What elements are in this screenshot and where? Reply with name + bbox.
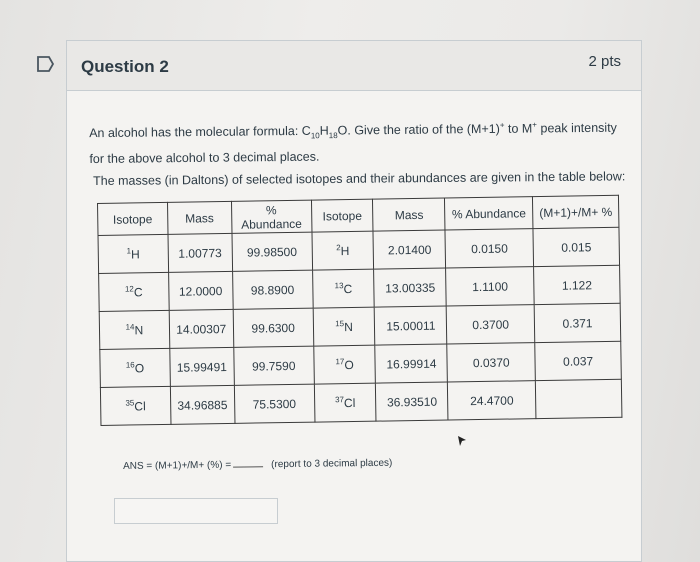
cell-mass: 15.99491 <box>170 347 235 386</box>
cell-ratio: 1.122 <box>534 265 620 304</box>
header-ratio: (M+1)+/M+ % <box>533 195 619 228</box>
cell-mass: 34.96885 <box>170 385 235 424</box>
isotope-symbol: Cl <box>134 399 146 414</box>
isotope-symbol: O <box>134 361 145 376</box>
isotope-mass-number: 1 <box>126 246 132 256</box>
answer-note: (report to 3 decimal places) <box>271 457 393 471</box>
isotope-table-wrapper <box>97 195 622 425</box>
cell-ratio: 0.015 <box>533 227 619 266</box>
cell-isotope-2 <box>312 269 374 308</box>
mouse-pointer-icon <box>457 435 467 447</box>
question-header <box>67 41 641 91</box>
cell-isotope-2 <box>314 383 376 422</box>
header-abundance-2: % Abundance <box>445 197 533 230</box>
header-mass-2: Mass <box>373 198 445 231</box>
cell-isotope <box>99 272 169 311</box>
table-intro: The masses (in Daltons) of selected isotopes and their abundances are given in the table below: <box>93 169 626 188</box>
cell-isotope <box>100 386 170 425</box>
isotope-mass-number: 13 <box>334 281 344 291</box>
isotope-mass-number: 15 <box>335 319 345 329</box>
cell-mass-2: 15.00011 <box>375 306 447 345</box>
cell-isotope-2 <box>313 345 375 384</box>
cell-mass-2: 13.00335 <box>374 268 446 307</box>
cell-abundance-2: 0.0370 <box>447 343 535 382</box>
cell-mass: 1.00773 <box>168 233 233 272</box>
cell-mass-2: 36.93510 <box>376 382 448 421</box>
cell-mass-2: 16.99914 <box>375 344 447 383</box>
cell-mass-2: 2.01400 <box>373 230 445 269</box>
isotope-symbol: C <box>133 285 143 300</box>
cell-isotope-2 <box>313 307 375 346</box>
isotope-mass-number: 2 <box>336 243 341 253</box>
cell-abundance-2: 0.3700 <box>446 305 534 344</box>
header-abundance: % Abundance <box>231 200 311 233</box>
isotope-mass-number: 14 <box>125 322 135 332</box>
cell-isotope <box>98 234 168 273</box>
header-isotope-2: Isotope <box>311 199 373 232</box>
isotope-symbol: C <box>343 282 353 297</box>
question-points: 2 pts <box>588 53 621 70</box>
cell-abundance: 99.98500 <box>232 232 312 271</box>
isotope-symbol: O <box>344 357 354 373</box>
isotope-symbol: Cl <box>343 395 356 411</box>
cell-abundance: 75.5300 <box>234 384 314 423</box>
cell-isotope <box>100 348 170 387</box>
question-prompt: An alcohol has the molecular formula: $C_{10}H_{18}O$. Give the ratio of the (M+1)+ to M+ peak intensity for the above alcohol to 3 decimal places. <box>89 120 617 166</box>
cell-abundance: 99.7590 <box>234 346 314 385</box>
header-mass: Mass <box>167 201 231 234</box>
bookmark-flag-icon[interactable] <box>37 56 55 72</box>
answer-line <box>123 458 392 472</box>
isotope-symbol: H <box>130 247 140 262</box>
cell-abundance: 99.6300 <box>233 308 313 347</box>
cell-isotope <box>99 310 169 349</box>
answer-label: ANS = (M+1)+/M+ (%) = <box>123 459 232 472</box>
table-row <box>100 379 622 425</box>
cell-isotope-2 <box>312 231 374 270</box>
cell-abundance: 98.8900 <box>232 270 312 309</box>
isotope-mass-number: 12 <box>124 284 134 294</box>
isotope-mass-number: 37 <box>334 395 345 405</box>
cell-mass: 14.00307 <box>169 309 234 348</box>
isotope-mass-number: 17 <box>335 357 345 367</box>
isotope-symbol: N <box>344 319 353 335</box>
cell-abundance-2: 1.1100 <box>446 267 534 306</box>
question-card <box>66 40 642 562</box>
cell-abundance-2: 24.4700 <box>448 381 536 420</box>
cell-abundance-2: 0.0150 <box>445 229 533 268</box>
question-title: Question 2 <box>81 57 169 76</box>
cell-ratio <box>535 379 621 418</box>
isotope-symbol: N <box>134 323 144 338</box>
isotope-table <box>97 195 622 426</box>
header-isotope: Isotope <box>98 202 168 235</box>
cell-ratio: 0.371 <box>534 303 620 342</box>
isotope-mass-number: 35 <box>125 398 135 408</box>
isotope-symbol: H <box>340 244 350 259</box>
cell-mass: 12.0000 <box>168 271 233 310</box>
answer-input[interactable] <box>114 498 278 524</box>
cell-ratio: 0.037 <box>535 341 621 380</box>
answer-blank <box>233 466 263 467</box>
isotope-mass-number: 16 <box>125 360 135 370</box>
